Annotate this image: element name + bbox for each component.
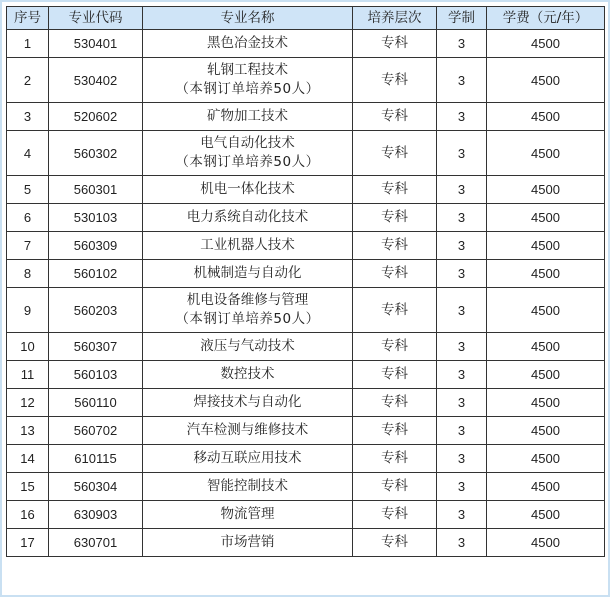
cell-name bbox=[143, 204, 353, 232]
cell-years: 3 bbox=[437, 389, 487, 417]
cell-name bbox=[143, 260, 353, 288]
cell-years: 3 bbox=[437, 288, 487, 333]
cell-fee: 4500 bbox=[487, 103, 605, 131]
cell-name bbox=[143, 417, 353, 445]
cell-name bbox=[143, 103, 353, 131]
cell-num: 14 bbox=[7, 445, 49, 473]
table-body bbox=[7, 30, 605, 557]
cell-fee: 4500 bbox=[487, 333, 605, 361]
table-row bbox=[7, 288, 605, 333]
header-code: 专业代码 bbox=[49, 7, 143, 30]
cell-fee: 4500 bbox=[487, 417, 605, 445]
cell-name bbox=[143, 501, 353, 529]
cell-years: 3 bbox=[437, 501, 487, 529]
cell-code: 560702 bbox=[49, 417, 143, 445]
cell-name bbox=[143, 473, 353, 501]
cell-name bbox=[143, 389, 353, 417]
cell-num: 8 bbox=[7, 260, 49, 288]
major-note: （本钢订单培养50人） bbox=[175, 81, 320, 97]
cell-num: 3 bbox=[7, 103, 49, 131]
cell-years: 3 bbox=[437, 445, 487, 473]
cell-years: 3 bbox=[437, 417, 487, 445]
table-row bbox=[7, 131, 605, 176]
cell-fee: 4500 bbox=[487, 58, 605, 103]
cell-code: 520602 bbox=[49, 103, 143, 131]
cell-code: 560102 bbox=[49, 260, 143, 288]
table-row bbox=[7, 58, 605, 103]
cell-num: 5 bbox=[7, 176, 49, 204]
cell-num: 9 bbox=[7, 288, 49, 333]
table-row bbox=[7, 529, 605, 557]
table-row bbox=[7, 232, 605, 260]
header-years: 学制 bbox=[437, 7, 487, 30]
table-header-row bbox=[7, 7, 605, 30]
cell-fee: 4500 bbox=[487, 501, 605, 529]
major-name: 机电一体化技术 bbox=[200, 181, 295, 197]
cell-name bbox=[143, 361, 353, 389]
cell-years: 3 bbox=[437, 204, 487, 232]
cell-fee: 4500 bbox=[487, 445, 605, 473]
cell-fee: 4500 bbox=[487, 30, 605, 58]
cell-years: 3 bbox=[437, 333, 487, 361]
cell-code: 560110 bbox=[49, 389, 143, 417]
cell-num: 15 bbox=[7, 473, 49, 501]
cell-code: 560304 bbox=[49, 473, 143, 501]
table-row bbox=[7, 445, 605, 473]
table-row bbox=[7, 176, 605, 204]
major-name: 电气自动化技术 bbox=[200, 135, 295, 151]
cell-level: 专科 bbox=[353, 417, 437, 445]
table-row bbox=[7, 103, 605, 131]
table-row bbox=[7, 501, 605, 529]
cell-code: 560103 bbox=[49, 361, 143, 389]
cell-level: 专科 bbox=[353, 103, 437, 131]
major-name: 汽车检测与维修技术 bbox=[186, 422, 309, 438]
cell-code: 560309 bbox=[49, 232, 143, 260]
cell-fee: 4500 bbox=[487, 473, 605, 501]
cell-num: 2 bbox=[7, 58, 49, 103]
cell-num: 12 bbox=[7, 389, 49, 417]
cell-name bbox=[143, 30, 353, 58]
cell-num: 13 bbox=[7, 417, 49, 445]
header-name: 专业名称 bbox=[143, 7, 353, 30]
major-name: 焊接技术与自动化 bbox=[193, 394, 302, 410]
table-row bbox=[7, 30, 605, 58]
cell-num: 7 bbox=[7, 232, 49, 260]
cell-name bbox=[143, 232, 353, 260]
cell-name bbox=[143, 176, 353, 204]
cell-name bbox=[143, 529, 353, 557]
cell-code: 560302 bbox=[49, 131, 143, 176]
major-name: 市场营销 bbox=[220, 534, 275, 550]
cell-code: 560307 bbox=[49, 333, 143, 361]
major-name: 机械制造与自动化 bbox=[193, 265, 302, 281]
majors-table bbox=[6, 6, 605, 557]
cell-years: 3 bbox=[437, 58, 487, 103]
cell-years: 3 bbox=[437, 176, 487, 204]
cell-code: 530401 bbox=[49, 30, 143, 58]
table-row bbox=[7, 361, 605, 389]
cell-num: 11 bbox=[7, 361, 49, 389]
cell-code: 610115 bbox=[49, 445, 143, 473]
major-name: 液压与气动技术 bbox=[200, 338, 295, 354]
cell-years: 3 bbox=[437, 361, 487, 389]
major-note: （本钢订单培养50人） bbox=[175, 311, 320, 327]
cell-level: 专科 bbox=[353, 176, 437, 204]
table-row bbox=[7, 417, 605, 445]
cell-code: 530402 bbox=[49, 58, 143, 103]
table-row bbox=[7, 333, 605, 361]
cell-level: 专科 bbox=[353, 361, 437, 389]
major-name: 工业机器人技术 bbox=[200, 237, 295, 253]
major-name: 电力系统自动化技术 bbox=[186, 209, 309, 225]
cell-level: 专科 bbox=[353, 58, 437, 103]
cell-fee: 4500 bbox=[487, 288, 605, 333]
cell-level: 专科 bbox=[353, 260, 437, 288]
table-row bbox=[7, 260, 605, 288]
header-num: 序号 bbox=[7, 7, 49, 30]
cell-code: 530103 bbox=[49, 204, 143, 232]
major-name: 机电设备维修与管理 bbox=[186, 292, 309, 308]
cell-fee: 4500 bbox=[487, 529, 605, 557]
header-fee: 学费（元/年） bbox=[487, 7, 605, 30]
cell-years: 3 bbox=[437, 473, 487, 501]
cell-code: 630903 bbox=[49, 501, 143, 529]
cell-code: 630701 bbox=[49, 529, 143, 557]
major-name: 移动互联应用技术 bbox=[193, 450, 302, 466]
cell-name bbox=[143, 333, 353, 361]
table-row bbox=[7, 204, 605, 232]
cell-num: 16 bbox=[7, 501, 49, 529]
cell-level: 专科 bbox=[353, 204, 437, 232]
cell-level: 专科 bbox=[353, 389, 437, 417]
cell-name bbox=[143, 58, 353, 103]
cell-years: 3 bbox=[437, 30, 487, 58]
cell-level: 专科 bbox=[353, 473, 437, 501]
cell-num: 1 bbox=[7, 30, 49, 58]
major-note: （本钢订单培养50人） bbox=[175, 154, 320, 170]
cell-fee: 4500 bbox=[487, 389, 605, 417]
cell-level: 专科 bbox=[353, 445, 437, 473]
cell-level: 专科 bbox=[353, 30, 437, 58]
cell-level: 专科 bbox=[353, 288, 437, 333]
cell-name bbox=[143, 131, 353, 176]
cell-name bbox=[143, 445, 353, 473]
cell-level: 专科 bbox=[353, 501, 437, 529]
cell-years: 3 bbox=[437, 260, 487, 288]
cell-fee: 4500 bbox=[487, 232, 605, 260]
cell-level: 专科 bbox=[353, 131, 437, 176]
major-name: 矿物加工技术 bbox=[207, 108, 288, 124]
cell-num: 4 bbox=[7, 131, 49, 176]
header-level: 培养层次 bbox=[353, 7, 437, 30]
cell-num: 17 bbox=[7, 529, 49, 557]
table-row bbox=[7, 473, 605, 501]
cell-level: 专科 bbox=[353, 529, 437, 557]
cell-years: 3 bbox=[437, 232, 487, 260]
cell-fee: 4500 bbox=[487, 361, 605, 389]
cell-years: 3 bbox=[437, 103, 487, 131]
cell-fee: 4500 bbox=[487, 176, 605, 204]
cell-code: 560203 bbox=[49, 288, 143, 333]
cell-name bbox=[143, 288, 353, 333]
cell-fee: 4500 bbox=[487, 204, 605, 232]
major-name: 黑色冶金技术 bbox=[207, 35, 288, 51]
cell-num: 10 bbox=[7, 333, 49, 361]
cell-fee: 4500 bbox=[487, 131, 605, 176]
cell-fee: 4500 bbox=[487, 260, 605, 288]
major-name: 轧钢工程技术 bbox=[207, 62, 288, 78]
major-name: 智能控制技术 bbox=[207, 478, 288, 494]
cell-years: 3 bbox=[437, 131, 487, 176]
cell-level: 专科 bbox=[353, 232, 437, 260]
table-row bbox=[7, 389, 605, 417]
cell-years: 3 bbox=[437, 529, 487, 557]
cell-num: 6 bbox=[7, 204, 49, 232]
cell-code: 560301 bbox=[49, 176, 143, 204]
cell-level: 专科 bbox=[353, 333, 437, 361]
major-name: 物流管理 bbox=[220, 506, 275, 522]
major-name: 数控技术 bbox=[220, 366, 275, 382]
